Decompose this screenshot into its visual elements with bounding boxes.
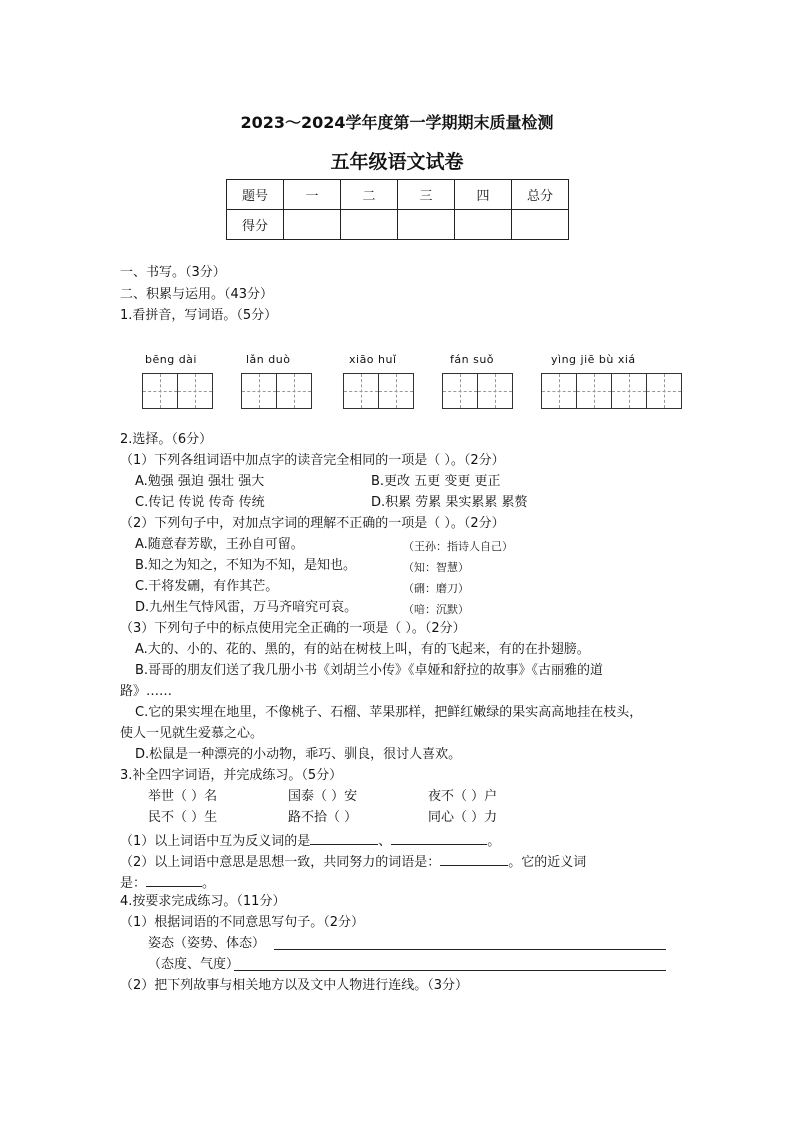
q2-part3-option-c-line1[interactable]: C.它的果实埋在地里，不像桃子、石榴、苹果那样，把鲜红嫩绿的果实高高地挂在枝头，	[135, 705, 643, 720]
pinyin-group-5: yìng jiē bù xiá	[551, 353, 636, 366]
q3-sub2-cont	[120, 872, 215, 893]
pinyin-group-1: bēng dài	[145, 353, 197, 366]
q2-part3-option-d[interactable]: D.松鼠是一种漂亮的小动物，乖巧、驯良，很讨人喜欢。	[135, 747, 462, 762]
q2-part1-option-a[interactable]: A.勉强 强迫 强壮 强大	[135, 474, 265, 489]
q2-part3-option-b-line2: 路》……	[120, 684, 173, 699]
writing-cell[interactable]	[241, 373, 277, 409]
q3-sub2	[120, 851, 586, 872]
q2-part3-option-c-line2: 使人一见就生爱慕之心。	[120, 726, 264, 741]
writing-cell[interactable]	[541, 373, 577, 409]
answer-line[interactable]	[234, 970, 666, 971]
writing-grid-3[interactable]	[343, 373, 414, 409]
question-3-heading: 3.补全四字词语，并完成练习。（5分）	[120, 768, 343, 783]
q2-part1-option-d[interactable]: D.积累 劳累 果实累累 累赘	[371, 495, 528, 510]
q2-part2-prompt: （2）下列句子中，对加点字词的理解不正确的一项是（ ）。（2分）	[120, 516, 505, 531]
q3-sub1-text: （1）以上词语中互为反义词的是	[120, 834, 311, 849]
q2-part3-prompt: （3）下列句子中的标点使用完全正确的一项是（ ）。（2分）	[120, 621, 466, 636]
score-row-label: 得分	[227, 210, 284, 240]
q2-part3-option-a[interactable]: A.大的、小的、花的、黑的，有的站在树枝上叫，有的飞起来，有的在扑翅膀。	[135, 642, 590, 657]
q4-part2-prompt: （2）把下列故事与相关地方以及文中人物进行连线。（3分）	[120, 978, 469, 993]
exam-title: 2023～2024学年度第一学期期末质量检测	[240, 113, 554, 132]
idiom-4: 民不（ ）生	[148, 810, 218, 825]
q3-sub2-end: 。	[202, 876, 216, 891]
q3-sub2-text2: 。它的近义词	[508, 855, 587, 870]
answer-blank[interactable]	[146, 872, 202, 887]
writing-cell[interactable]	[276, 373, 312, 409]
idiom-1: 举世（ ）名	[148, 789, 218, 804]
q2-part2-option-d[interactable]: D.九州生气恃风雷，万马齐喑究可哀。	[135, 600, 358, 615]
q3-sub1-end: 。	[487, 834, 501, 849]
answer-blank[interactable]	[440, 851, 508, 866]
answer-blank[interactable]	[391, 830, 487, 845]
idiom-5: 路不拾（ ）	[288, 810, 358, 825]
question-2-heading: 2.选择。（6分）	[120, 432, 213, 447]
score-cell[interactable]	[455, 210, 512, 240]
idiom-3: 夜不（ ）户	[428, 789, 498, 804]
q3-sub2-text3: 是：	[120, 876, 147, 891]
pinyin-group-3: xiāo huǐ	[349, 353, 397, 366]
score-table-header: 三	[398, 180, 455, 210]
q3-sub1-sep: 、	[378, 834, 392, 849]
question-1-heading: 1.看拼音，写词语。（5分）	[120, 308, 278, 323]
pinyin-group-2: lǎn duò	[246, 353, 291, 366]
writing-cell[interactable]	[576, 373, 612, 409]
writing-grid-5[interactable]	[541, 373, 682, 409]
q2-part2-note-a: （王孙：指诗人自己）	[403, 540, 513, 553]
answer-line[interactable]	[274, 949, 666, 950]
q2-part2-note-d: （喑：沉默）	[403, 603, 469, 616]
writing-grid-2[interactable]	[241, 373, 312, 409]
idiom-2: 国泰（ ）安	[288, 789, 358, 804]
q2-part1-option-b[interactable]: B.更改 五更 变更 更正	[371, 474, 501, 489]
q4-part1-prompt: （1）根据词语的不同意思写句子。（2分）	[120, 915, 365, 930]
writing-cell[interactable]	[343, 373, 379, 409]
q2-part2-option-c[interactable]: C.干将发硎，有作其芒。	[135, 579, 279, 594]
q3-sub2-text: （2）以上词语中意思是思想一致，共同努力的词语是：	[120, 855, 441, 870]
q2-part2-option-a[interactable]: A.随意春芳歇，王孙自可留。	[135, 537, 304, 552]
q4-part1-label-b: （态度、气度）	[148, 957, 240, 972]
score-table-header: 一	[284, 180, 341, 210]
q2-part3-option-b-line1[interactable]: B.哥哥的朋友们送了我几册小书《刘胡兰小传》《卓娅和舒拉的故事》《古丽雅的道	[135, 663, 604, 678]
q2-part2-note-c: （硎：磨刀）	[403, 582, 469, 595]
writing-cell[interactable]	[442, 373, 478, 409]
q2-part1-option-c[interactable]: C.传记 传说 传奇 传统	[135, 495, 265, 510]
score-table-header-row	[227, 180, 569, 210]
writing-cell[interactable]	[378, 373, 414, 409]
score-table	[226, 179, 569, 240]
answer-blank[interactable]	[310, 830, 378, 845]
score-table-header: 四	[455, 180, 512, 210]
score-table-score-row	[227, 210, 569, 240]
exam-subtitle: 五年级语文试卷	[330, 151, 464, 173]
q3-sub1	[120, 830, 500, 851]
writing-cell[interactable]	[477, 373, 513, 409]
score-table-header: 题号	[227, 180, 284, 210]
writing-cell[interactable]	[142, 373, 178, 409]
score-cell[interactable]	[341, 210, 398, 240]
writing-cell[interactable]	[611, 373, 647, 409]
score-table-header: 二	[341, 180, 398, 210]
q2-part2-note-b: （知：智慧）	[403, 561, 469, 574]
pinyin-group-4: fán suǒ	[450, 353, 495, 366]
score-cell[interactable]	[398, 210, 455, 240]
section-2-heading: 二、积累与运用。（43分）	[120, 287, 274, 302]
question-4-heading: 4.按要求完成练习。（11分）	[120, 894, 286, 909]
writing-cell[interactable]	[646, 373, 682, 409]
score-cell[interactable]	[512, 210, 569, 240]
writing-cell[interactable]	[177, 373, 213, 409]
q2-part1-prompt: （1）下列各组词语中加点字的读音完全相同的一项是（ ）。（2分）	[120, 453, 505, 468]
section-1-heading: 一、书写。（3分）	[120, 265, 226, 280]
score-table-header: 总分	[512, 180, 569, 210]
q4-part1-label-a: 姿态（姿势、体态）	[148, 936, 266, 951]
score-cell[interactable]	[284, 210, 341, 240]
writing-grid-4[interactable]	[442, 373, 513, 409]
writing-grid-1[interactable]	[142, 373, 213, 409]
idiom-6: 同心（ ）力	[428, 810, 498, 825]
q2-part2-option-b[interactable]: B.知之为知之，不知为不知，是知也。	[135, 558, 357, 573]
